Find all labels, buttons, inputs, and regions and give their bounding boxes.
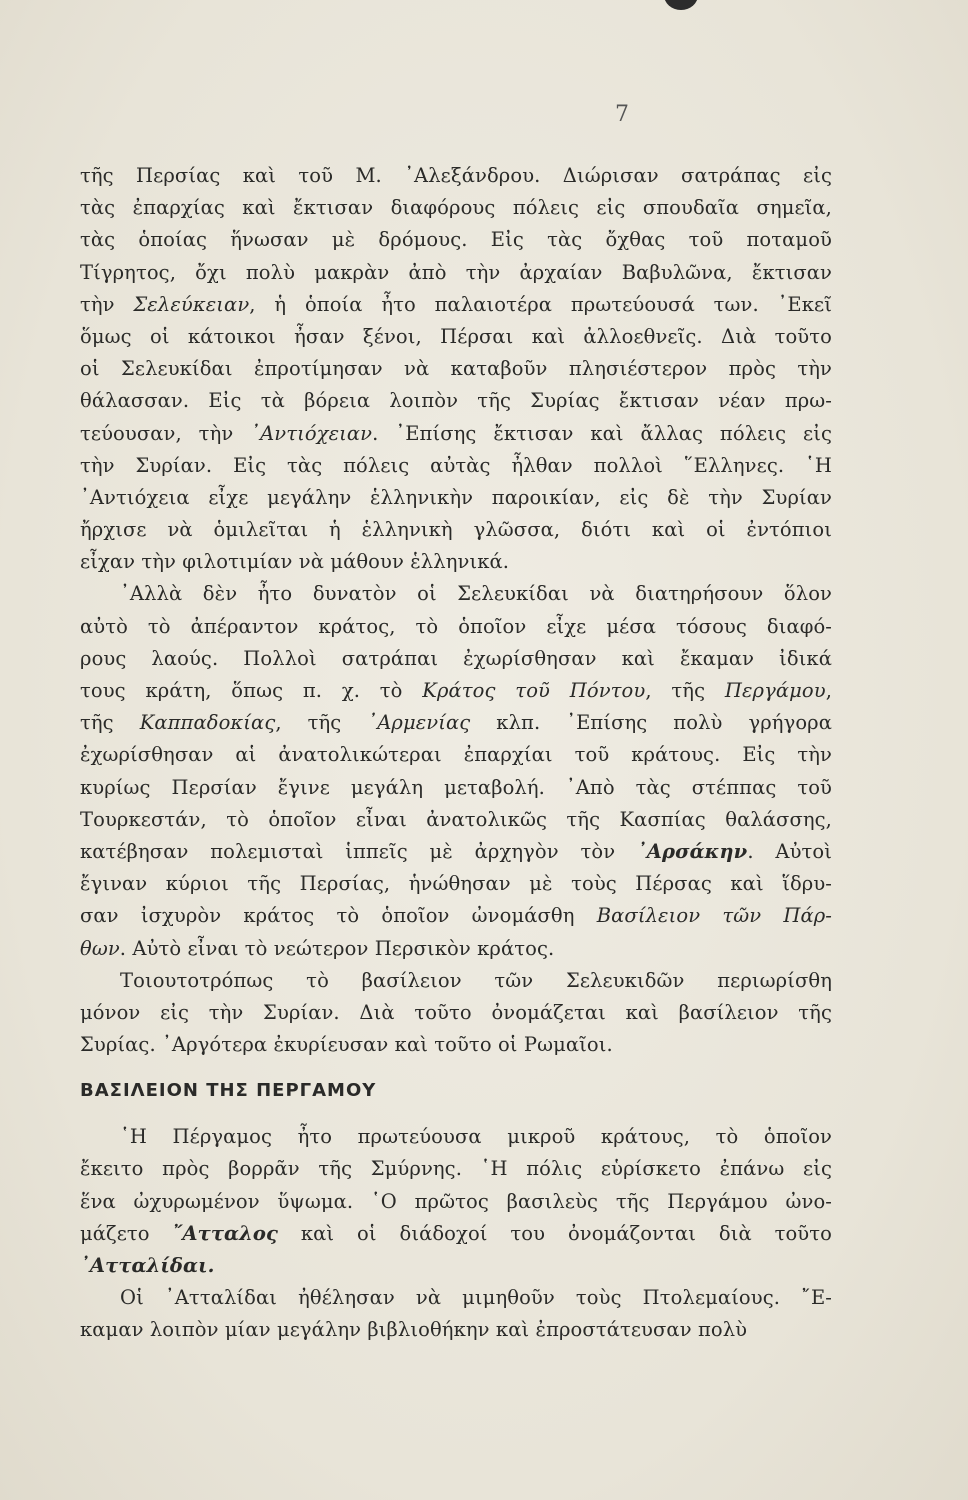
emphasized-text: ᾿Ατταλίδαι. — [80, 1254, 215, 1277]
text-line — [80, 257, 832, 289]
text-run: , τῆς — [275, 711, 368, 735]
text-run: τὴν Συρίαν. Εἰς τὰς πόλεις αὐτὰς ἦλθαν πολλοὶ ῞Ελληνες. ῾Η — [80, 453, 832, 477]
emphasized-text: ᾿Αρσάκην — [636, 839, 748, 863]
text-line — [80, 450, 832, 482]
text-run: Οἱ ᾿Ατταλίδαι ἠθέλησαν νὰ μιμηθοῦν τοὺς Πτολεμαίους. ῎Ε- — [120, 1286, 832, 1310]
text-line — [80, 965, 832, 997]
text-run: τὰς ὁποίας ἥνωσαν μὲ δρόμους. Εἰς τὰς ὄχθας τοῦ ποταμοῦ — [80, 228, 832, 252]
text-line — [80, 1218, 832, 1250]
paragraph — [80, 578, 832, 964]
text-line — [80, 611, 832, 643]
text-run: τῆς Περσίας καὶ τοῦ Μ. ᾿Αλεξάνδρου. Διώρισαν σατράπας εἰς — [80, 164, 832, 187]
text-line — [80, 675, 832, 707]
text-line — [80, 868, 832, 900]
text-run: τους κράτη, ὅπως π. χ. τὸ — [80, 679, 423, 702]
text-run: κυρίως Περσίαν ἔγινε μεγάλη μεταβολή. ᾿Απὸ τὰς στέππας τοῦ — [80, 775, 832, 799]
text-run: Τοιουτοτρόπως τὸ βασίλειον τῶν Σελευκιδῶν περιωρίσθη — [120, 968, 832, 992]
text-line — [80, 933, 832, 965]
text-line — [80, 418, 832, 450]
text-line — [80, 1186, 832, 1218]
text-line — [80, 160, 832, 192]
emphasized-text: Περγάμου — [724, 679, 826, 702]
text-run: κλπ. ᾿Επίσης πολὺ γρήγορα — [470, 711, 832, 735]
text-run: ἔγιναν κύριοι τῆς Περσίας, ἡνώθησαν μὲ τοὺς Πέρσας καὶ ἵδρυ- — [80, 872, 832, 896]
text-run: τὰς ἐπαρχίας καὶ ἔκτισαν διαφόρους πόλεις εἰς σπουδαῖα σημεῖα, — [80, 196, 832, 220]
text-run: ἔκειτο πρὸς βορρᾶν τῆς Σμύρνης. ῾Η πόλις εὑρίσκετο ἐπάνω εἰς — [80, 1157, 832, 1181]
text-line — [80, 900, 832, 932]
text-run: . ᾿Επίσης ἔκτισαν καὶ ἄλλας πόλεις εἰς — [372, 421, 832, 445]
text-line — [80, 1282, 832, 1314]
text-run: τεύουσαν, τὴν — [80, 421, 251, 445]
text-line — [80, 739, 832, 771]
text-run: σαν ἰσχυρὸν κράτος τὸ ὁποῖον ὠνομάσθη — [80, 904, 597, 928]
text-run: θάλασσαν. Εἰς τὰ βόρεια λοιπὸν τῆς Συρίας ἔκτισαν νέαν πρω- — [80, 389, 832, 413]
text-line — [80, 707, 832, 739]
text-line — [80, 514, 832, 546]
text-run: , — [825, 679, 832, 702]
text-run: καμαν λοιπὸν μίαν μεγάλην βιβλιοθήκην καὶ ἐπροστάτευσαν πολὺ — [80, 1318, 748, 1342]
emphasized-text: Σελεύκειαν — [133, 292, 250, 316]
text-run: αὐτὸ τὸ ἀπέραντον κράτος, τὸ ὁποῖον εἶχε μέσα τόσους διαφό- — [80, 614, 832, 638]
section-heading: ΒΑΣΙΛΕΙΟΝ ΤΗΣ ΠΕΡΓΑΜΟΥ — [80, 1080, 377, 1102]
text-line — [80, 836, 832, 868]
text-run: ὅμως οἱ κάτοικοι ἦσαν ξένοι, Πέρσαι καὶ ἀλλοεθνεῖς. Διὰ τοῦτο — [80, 324, 832, 348]
page-number: 7 — [615, 102, 629, 127]
text-run: μάζετο — [80, 1221, 173, 1245]
text-line — [80, 546, 832, 578]
text-run: ἤρχισε νὰ ὁμιλεῖται ἡ ἑλληνικὴ γλῶσσα, διότι καὶ οἱ ἐντόπιοι — [80, 518, 832, 542]
text-run: ᾿Αντιόχεια εἶχε μεγάλην ἑλληνικὴν παροικίαν, εἰς δὲ τὴν Συρίαν — [80, 485, 832, 509]
emphasized-text: Καππαδοκίας — [139, 711, 276, 735]
text-line — [80, 353, 832, 385]
paragraph — [80, 1282, 832, 1346]
text-run: Τουρκεστάν, τὸ ὁποῖον εἶναι ἀνατολικῶς τῆς Κασπίας θαλάσσης, — [80, 807, 832, 831]
text-run: ἐχωρίσθησαν αἱ ἀνατολικώτεραι ἐπαρχίαι τοῦ κράτους. Εἰς τὴν — [80, 743, 832, 767]
emphasized-text: Βασίλειον τῶν Πάρ- — [596, 904, 832, 928]
text-line — [80, 385, 832, 417]
text-line — [80, 1314, 832, 1346]
text-run: ρους λαούς. Πολλοὶ σατράπαι ἐχωρίσθησαν καὶ ἔκαμαν ἰδικά — [80, 646, 832, 670]
text-run: τὴν — [80, 292, 134, 316]
emphasized-text: ᾿Αντιόχειαν — [250, 421, 373, 445]
text-run: , ἡ ὁποία ἦτο παλαιοτέρα πρωτεύουσά των. ᾿Εκεῖ — [249, 292, 832, 316]
emphasized-text: ῎Ατταλος — [172, 1221, 278, 1245]
text-run: τῆς — [80, 711, 140, 735]
text-line — [80, 1250, 832, 1282]
text-line — [80, 224, 832, 256]
text-run: καὶ οἱ διάδοχοί του ὀνομάζονται διὰ τοῦτο — [278, 1221, 832, 1245]
text-run: , τῆς — [645, 679, 725, 702]
paragraph — [80, 1121, 832, 1282]
text-run: ἕνα ὠχυρωμένον ὕψωμα. ῾Ο πρῶτος βασιλεὺς τῆς Περγάμου ὠνο- — [80, 1189, 832, 1213]
emphasized-text: θων — [80, 936, 120, 960]
binding-hole-mark — [664, 0, 698, 10]
paragraph — [80, 160, 832, 578]
body-text — [80, 160, 832, 1347]
text-run: Τίγρητος, ὄχι πολὺ μακρὰν ἀπὸ τὴν ἀρχαίαν Βαβυλῶνα, ἔκτισαν — [80, 260, 832, 284]
emphasized-text: ᾿Αρμενίας — [367, 711, 471, 735]
text-run: . Αὐτοὶ — [747, 839, 832, 863]
text-line — [80, 804, 832, 836]
paragraph — [80, 965, 832, 1062]
text-line — [80, 1029, 832, 1061]
text-run: οἱ Σελευκίδαι ἐπροτίμησαν νὰ καταβοῦν πλησιέστερον πρὸς τὴν — [80, 357, 832, 381]
emphasized-text: Κράτος τοῦ Πόντου — [422, 679, 646, 702]
text-run: μόνον εἰς τὴν Συρίαν. Διὰ τοῦτο ὀνομάζεται καὶ βασίλειον τῆς — [80, 1000, 832, 1024]
text-line — [80, 289, 832, 321]
text-run: κατέβησαν πολεμισταὶ ἱππεῖς μὲ ἀρχηγὸν τὸν — [80, 839, 637, 863]
text-line — [80, 1153, 832, 1185]
text-run: ᾿Αλλὰ δὲν ἦτο δυνατὸν οἱ Σελευκίδαι νὰ διατηρήσουν ὅλον — [120, 582, 832, 606]
text-run: εἶχαν τὴν φιλοτιμίαν νὰ μάθουν ἑλληνικά. — [80, 550, 510, 574]
text-line — [80, 578, 832, 610]
text-line — [80, 997, 832, 1029]
text-line — [80, 482, 832, 514]
text-line — [80, 772, 832, 804]
text-run: Συρίας. ᾿Αργότερα ἐκυρίευσαν καὶ τοῦτο οἱ Ρωμαῖοι. — [80, 1033, 613, 1057]
text-line — [80, 321, 832, 353]
text-line — [80, 643, 832, 675]
text-run: ῾Η Πέργαμος ἦτο πρωτεύουσα μικροῦ κράτους, τὸ ὁποῖον — [120, 1125, 832, 1149]
text-line — [80, 1121, 832, 1153]
text-run: . Αὐτὸ εἶναι τὸ νεώτερον Περσικὸν κράτος. — [119, 936, 555, 960]
text-line — [80, 192, 832, 224]
